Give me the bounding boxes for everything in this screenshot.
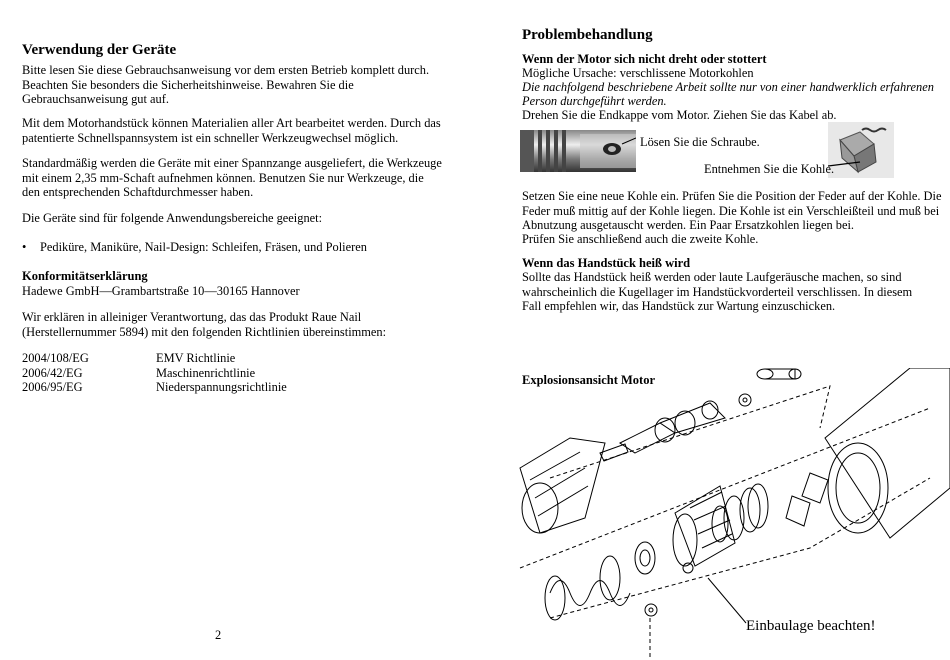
directive-list [22, 351, 287, 395]
company-address: Hadewe GmbH—Grambartstraße 10—30165 Hannover [22, 284, 300, 298]
motor-problem-title: Wenn der Motor sich nicht dreht oder stottert [522, 52, 767, 66]
cause-text: Mögliche Ursache: verschlissene Motorkohlen [522, 66, 754, 80]
application-bullet [22, 240, 367, 255]
mounting-note: Einbaulage beachten! [746, 618, 876, 634]
replace-paragraph: Setzen Sie eine neue Kohle ein. Prüfen Sie die Position der Feder auf der Kohle. Die Feder muß mittig auf der Kohle liegen. Die Kohle ist ein Verschleißteil und muß bei Abnutzung ausgetauscht werden. Ein Paar Ersatzkohlen liegen bei. [522, 189, 942, 232]
check-paragraph: Prüfen Sie anschließend auch die zweite Kohle. [522, 232, 759, 246]
collet-paragraph: Standardmäßig werden die Geräte mit einer Spannzange ausgeliefert, die Werkzeuge mit einem 2,35 mm-Schaft aufnehmen können. Benutzen Sie nur Werkzeuge, die den entsprechenden Schaftdurchmesser haben. [22, 156, 442, 199]
carbon-brush-photo [828, 122, 894, 178]
directive-code: 2006/42/EG [22, 365, 83, 380]
exploded-view-title: Explosionsansicht Motor [522, 373, 656, 387]
hot-handpiece-paragraph: Sollte das Handstück heiß werden oder laute Laufgeräusche machen, so sind wahrscheinlich die Kugellager im Handstückvorderteil verschlissen. In diesem Fall empfehlen wir, das Handstück zur Wartung einzuschicken. [522, 270, 913, 313]
usage-title: Verwendung der Geräte [22, 42, 177, 58]
conformity-title: Konformitätserklärung [22, 269, 148, 283]
directive-row [22, 380, 287, 395]
motor-end-photo [520, 122, 636, 182]
caption-screw: Lösen Sie die Schraube. [640, 135, 760, 149]
application-paragraph: Die Geräte sind für folgende Anwendungsbereiche geeignet: [22, 211, 323, 225]
troubleshooting-title: Problembehandlung [522, 27, 653, 43]
directive-row [22, 366, 287, 381]
intro-paragraph: Bitte lesen Sie diese Gebrauchsanweisung vor dem ersten Betrieb komplett durch. Beachten Sie besonders die Sicherheitshinweise. Bewahren Sie die Gebrauchsanweisung gut auf. [22, 63, 430, 106]
declaration-paragraph: Wir erklären in alleiniger Verantwortung, das das Produkt Raue Nail (Herstellernummer 5894) mit den folgenden Richtlinien übereinstimmen: [22, 310, 387, 339]
warning-line-1: Die nachfolgend beschriebene Arbeit sollte nur von einer handwerklich erfahrenen [522, 80, 934, 94]
exploded-motor-diagram [510, 368, 950, 660]
handpiece-paragraph: Mit dem Motorhandstück können Materialien aller Art bearbeitet werden. Durch das patentierte Schnellspannsystem ist ein schneller Werkzeugwechsel möglich. [22, 116, 441, 145]
directive-code: 2004/108/EG [22, 351, 89, 365]
directive-row [22, 351, 287, 366]
warning-line-2: Person durchgeführt werden. [522, 94, 667, 108]
endcap-instruction: Drehen Sie die Endkappe vom Motor. Ziehen Sie das Kabel ab. [522, 108, 837, 122]
page-number: 2 [215, 628, 222, 642]
hot-handpiece-title: Wenn das Handstück heiß wird [522, 256, 691, 270]
directive-name: Niederspannungsrichtlinie [156, 380, 287, 394]
bullet-icon: • [22, 240, 27, 254]
caption-coal: Entnehmen Sie die Kohle. [704, 162, 835, 176]
directive-name: EMV Richtlinie [156, 351, 236, 365]
bullet-text: Pediküre, Maniküre, Nail-Design: Schleifen, Fräsen, und Polieren [40, 240, 367, 254]
directive-name: Maschinenrichtlinie [156, 365, 256, 380]
directive-code: 2006/95/EG [22, 380, 83, 394]
left-page [22, 0, 442, 660]
